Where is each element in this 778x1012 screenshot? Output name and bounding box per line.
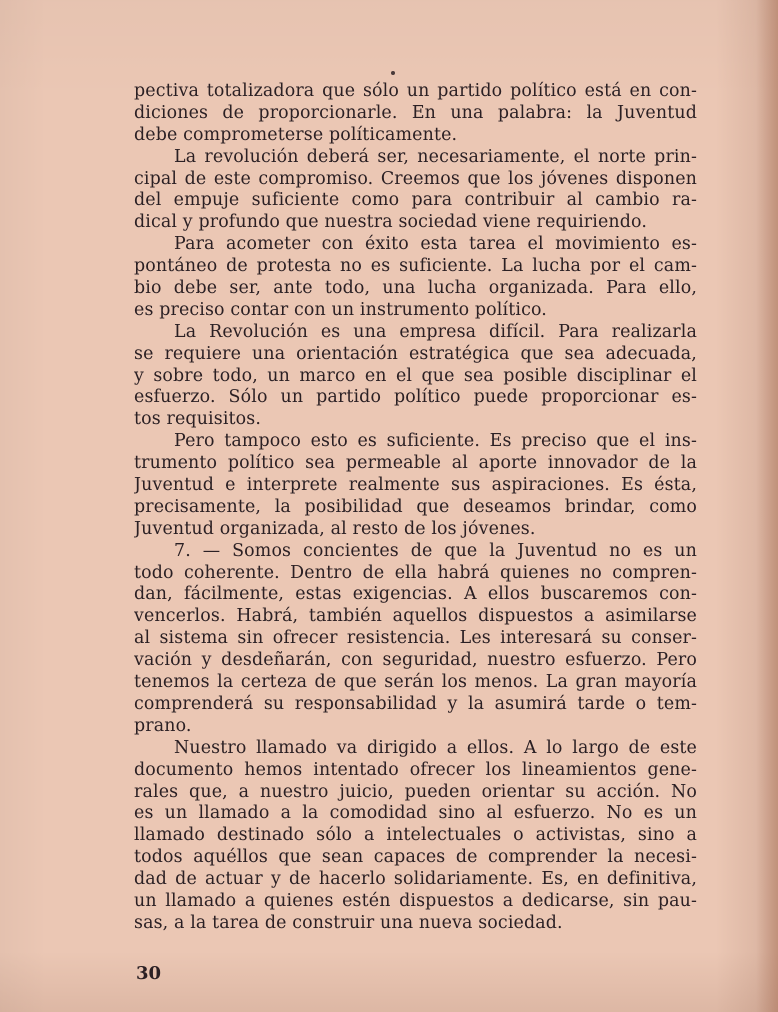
text-line: diciones de proporcionarle. En una palabra: la Juventud — [134, 102, 697, 123]
text-line: del empuje suficiente como para contribuir al cambio ra- — [134, 190, 697, 211]
text-line: todos aquéllos que sean capaces de comprender la necesi- — [134, 847, 697, 868]
text-line: un llamado a quienes estén dispuestos a dedicarse, sin pau- — [134, 890, 697, 911]
text-line: La revolución deberá ser, necesariamente, el norte prin- — [174, 146, 697, 167]
text-line: precisamente, la posibilidad que deseamos brindar, como — [134, 496, 697, 517]
text-line: La Revolución es una empresa difícil. Para realizarla — [174, 321, 697, 342]
text-line: tos requisitos. — [134, 409, 262, 430]
text-line: dical y profundo que nuestra sociedad viene requiriendo. — [134, 212, 648, 233]
text-line: rales que, a nuestro juicio, pueden orientar su acción. No — [134, 781, 697, 802]
text-line: llamado destinado sólo a intelectuales o activistas, sino a — [134, 825, 697, 846]
text-line: 7. — Somos concientes de que la Juventud no es un — [174, 540, 697, 561]
text-line: dan, fácilmente, estas exigencias. A ellos buscaremos con- — [134, 584, 697, 605]
text-line: Juventud e interprete realmente sus aspiraciones. Es ésta, — [134, 475, 697, 496]
text-line: esfuerzo. Sólo un partido político puede proporcionar es- — [134, 387, 697, 408]
text-line: dad de actuar y de hacerlo solidariamente. Es, en definitiva, — [134, 869, 697, 890]
text-line: Pero tampoco esto es suficiente. Es preciso que el ins- — [174, 431, 697, 452]
text-line: es preciso contar con un instrumento político. — [134, 299, 547, 320]
text-line: Nuestro llamado va dirigido a ellos. A lo largo de este — [174, 737, 697, 758]
text-line: vencerlos. Habrá, también aquellos dispuestos a asimilarse — [134, 606, 697, 627]
text-line: trumento político sea permeable al aporte innovador de la — [134, 453, 697, 474]
text-line: se requiere una orientación estratégica que sea adecuada, — [134, 343, 697, 364]
text-line: es un llamado a la comodidad sino al esfuerzo. No es un — [134, 803, 697, 824]
text-line: y sobre todo, un marco en el que sea posible disciplinar el — [134, 365, 697, 386]
text-line: bio debe ser, ante todo, una lucha organizada. Para ello, — [134, 278, 697, 299]
text-line: cipal de este compromiso. Creemos que los jóvenes disponen — [134, 168, 697, 189]
text-line: debe comprometerse políticamente. — [134, 124, 458, 145]
text-line: vación y desdeñarán, con seguridad, nuestro esfuerzo. Pero — [134, 650, 697, 671]
text-line: sas, a la tarea de construir una nueva sociedad. — [134, 912, 563, 933]
text-line: prano. — [134, 715, 192, 736]
page-number: 30 — [136, 963, 162, 984]
text-line: comprenderá su responsabilidad y la asumirá tarde o tem- — [134, 693, 697, 714]
text-line: pontáneo de protesta no es suficiente. La lucha por el cam- — [134, 256, 697, 277]
text-line: pectiva totalizadora que sólo un partido político está en con- — [134, 81, 697, 101]
body-text — [134, 81, 697, 935]
text-line: al sistema sin ofrecer resistencia. Les interesará su conser- — [134, 628, 697, 649]
page-edge-shadow — [756, 0, 778, 1012]
text-line: documento hemos intentado ofrecer los lineamientos gene- — [134, 759, 697, 780]
text-line: tenemos la certeza de que serán los menos. La gran mayoría — [134, 672, 697, 693]
text-line: Para acometer con éxito esta tarea el movimiento es- — [174, 234, 697, 255]
text-line: todo coherente. Dentro de ella habrá quienes no compren- — [134, 562, 697, 583]
ink-dot — [391, 71, 395, 75]
text-line: Juventud organizada, al resto de los jóvenes. — [134, 518, 536, 539]
